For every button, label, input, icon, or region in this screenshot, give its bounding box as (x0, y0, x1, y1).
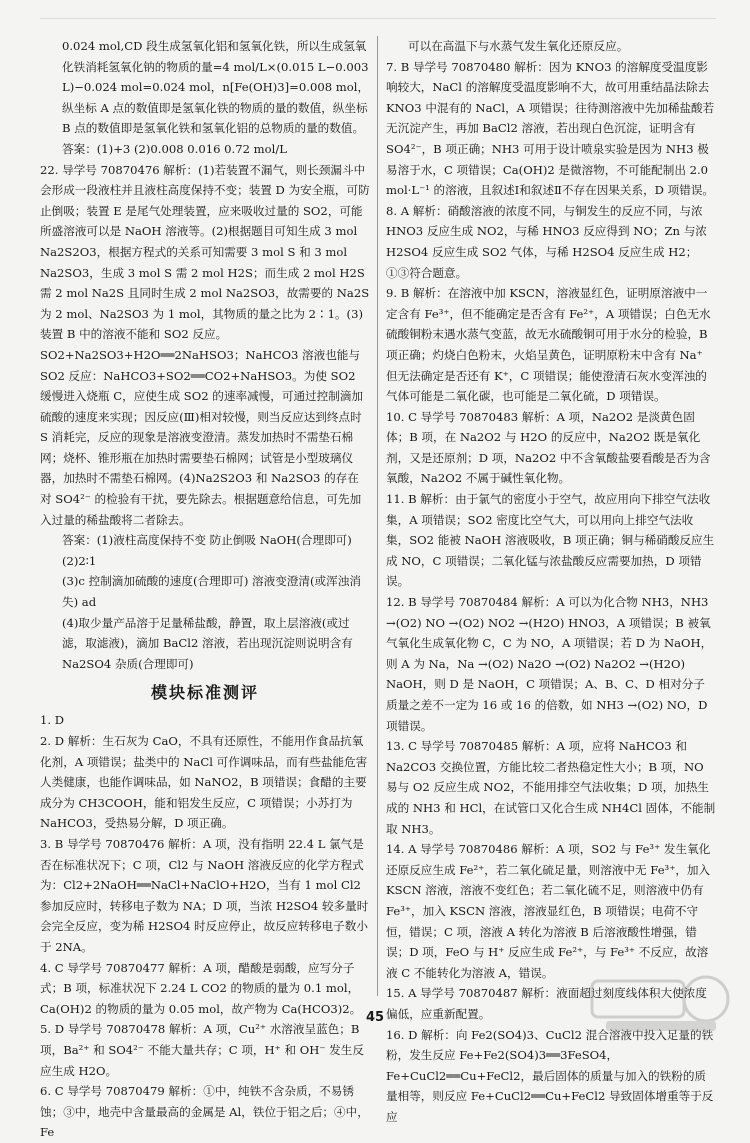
watermark-logo (586, 971, 736, 1035)
paragraph: 16. D 解析：向 Fe2(SO4)3、CuCl2 混合溶液中投入足量的铁粉，发生反应 Fe+Fe2(SO4)3══3FeSO4，Fe+CuCl2══Cu+FeCl2，最后固体的质量与加入的铁粉的质量相等，则反应 Fe+CuCl2══Cu+FeCl2 导致固体增重等于反应 (386, 1027, 714, 1124)
column-divider (377, 36, 378, 996)
paragraph: 4. C 导学号 70870477 解析：A 项，醋酸是弱酸，应写分子式；B 项，标准状况下 2.24 L CO2 的物质的量为 0.1 mol，Ca(OH)2 的物质的量为 0.05 mol，故产物为 Ca(HCO3)2。 (40, 960, 362, 1016)
paragraph: (3)c 控制滴加硫酸的速度(合理即可) 溶液变澄清(或浑浊消失) ad (62, 574, 361, 610)
section-title: 模块标准测评 (150, 683, 259, 703)
page-number: 45 (365, 1010, 385, 1025)
paragraph: 1. D (40, 713, 65, 728)
paragraph: 6. C 导学号 70870479 解析：①中，纯铁不含杂质，不易锈蚀；③中，地壳中含量最高的金属是 Al，铁位于铝之后；④中，Fe (40, 1084, 369, 1140)
paragraph: (4)取少量产品溶于足量稀盐酸，静置，取上层溶液(或过滤，取滤液)，滴加 BaCl2 溶液，若出现沉淀则说明含有 Na2SO4 杂质(合理即可) (62, 615, 353, 671)
paragraph: (2)2∶1 (62, 553, 97, 568)
watermark-logo-graphic (586, 971, 736, 1035)
paragraph: 15. A 导学号 70870487 解析：液面超过刻度线体积大使浓度偏低，应重新配置。 (386, 986, 707, 1021)
paragraph: 3. B 导学号 70870476 解析：A 项，没有指明 22.4 L 氯气是否在标准状况下；C 项，Cl2 与 NaOH 溶液反应的化学方程式为：Cl2+2NaOH══NaCl+NaClO+H2O，当有 1 mol Cl2 参加反应时，转移电子数为 NA；D 项，当浓 H2SO4 较多量时会完全反应，变为稀 H2SO4 时反应停止，故反应转移电子数小于 2NA。 (40, 836, 369, 954)
right-column (386, 36, 716, 1127)
top-rule (40, 18, 716, 19)
paragraph: 22. 导学号 70870476 解析：(1)若装置不漏气，则长颈漏斗中会形成一段液柱并且液柱高度保持不变；装置 D 为安全瓶，可防止倒吸；装置 E 是尾气处理装置，应来吸收过量的 SO2，可能所盛溶液可以是 NaOH 溶液等。(2)根据题目可知生成 3 mol Na2S2O3，根据方程式的关系可知需要 3 mol S 和 3 mol Na2SO3，生成 3 mol S 需 2 mol H2S；而生成 2 mol H2S 需 2 mol Na2S 且同时生成 2 mol Na2SO3，故需要的 Na2S 为 2 mol、Na2SO3 为 1 mol，其物质的量之比为 2∶1。(3)装置 B 中的溶液不能和 SO2 反应。SO2+Na2SO3+H2O══2NaHSO3；NaHCO3 溶液也能与 SO2 反应：NaHCO3+SO2══CO2+NaHSO3。为使 SO2 缓慢进入烧瓶 C，应使生成 SO2 的速率减慢，可通过控制滴加硫酸的速度来实现；因反应(Ⅲ)相对较慢，则当反应达到终点时 S 消耗完，反应的现象是溶液变澄清。蒸发加热时不需垫石棉网；烧杯、锥形瓶在加热时需要垫石棉网；试管是小型玻璃仪器，加热时不需垫石棉网。(4)Na2S2O3 和 Na2SO3 的存在对 SO4²⁻ 的检验有干扰，要先除去。根据题意给信息，可先加入过量的稀盐酸将二者除去。 (40, 162, 370, 527)
paragraph: 答案：(1)+3 (2)0.008 0.016 0.72 mol/L (62, 141, 287, 156)
paragraph: 9. B 解析：在溶液中加 KSCN，溶液显红色，证明原溶液中一定含有 Fe³⁺，但不能确定是否含有 Fe²⁺，A 项错误；白色无水硫酸铜粉末遇水蒸气变蓝，故无水硫酸铜可用于水分的检验，B 项正确；灼烧白色粉末，火焰呈黄色，证明原粉末中含有 Na⁺ 但无法确定是否还有 K⁺，C 项错误；能使澄清石灰水变浑浊的气体可能是二氧化碳，也可能是二氧化硫，D 项错误。 (386, 286, 711, 404)
paragraph: 0.024 mol,CD 段生成氢氧化铝和氢氧化铁，所以生成氢氧化铁消耗氢氧化钠的物质的量=4 mol/L×(0.015 L−0.003 L)−0.024 mol=0.024 mol，n[Fe(OH)3]=0.008 mol，纵坐标 A 点的数值即是氢氧化铁的物质的量的数值，纵坐标 B 点的数值即是氢氧化铁和氢氧化铝的总物质的量的数值。 (62, 39, 370, 136)
paragraph: 8. A 解析：硝酸溶液的浓度不同，与铜发生的反应不同，与浓 HNO3 反应生成 NO2，与稀 HNO3 反应得到 NO；Zn 与浓 H2SO4 反应生成 SO2 气体，与稀 H2SO4 反应生成 H2；①③符合题意。 (386, 203, 707, 280)
paragraph: 12. B 导学号 70870484 解析：A 可以为化合物 NH3，NH3 →(O2) NO →(O2) NO2 →(H2O) HNO3，A 项错误；B 被氧气氧化生成氧化物 C，C 为 NO，A 项错误；若 D 为 NaOH，则 A 为 Na，Na →(O2) Na2O →(O2) Na2O2 →(H2O) NaOH，则 D 是 NaOH，C 项错误；A、B、C、D 相对分子质量之差不一定为 16 或 16 的倍数，如 NH3 →(O2) NO，D 项错误。 (386, 595, 713, 733)
paragraph: 可以在高温下与水蒸气发生氧化还原反应。 (408, 39, 629, 53)
paragraph: 7. B 导学号 70870480 解析：因为 KNO3 的溶解度受温度影响较大，NaCl 的溶解度受温度影响不大，故可用重结晶法除去 KNO3 中混有的 NaCl，A 项错误；往待测溶液中先加稀盐酸若无沉淀产生，再加 BaCl2 溶液，若出现白色沉淀，证明含有 SO4²⁻，B 项正确；NH3 可用于设计喷泉实验是因为 NH3 极易溶于水，C 项错误；Ca(OH)2 是微溶物，不可能配制出 2.0 mol·L⁻¹ 的溶液，且叙述Ⅰ和叙述Ⅱ不存在因果关系，D 项错误。 (386, 59, 715, 198)
paragraph: 14. A 导学号 70870486 解析：A 项，SO2 与 Fe³⁺ 发生氧化还原反应生成 Fe²⁺，若二氧化硫足量，则溶液中无 Fe³⁺，加入 KSCN 溶液，溶液不变红色；若二氧化硫不足，则溶液中仍有 Fe³⁺，加入 KSCN 溶液，溶液显红色，B 项错误；电荷不守恒，错误；C 项，溶液 A 转化为溶液 B 后溶液酸性增强，错误；D 项，FeO 与 H⁺ 反应生成 Fe²⁺，与 Fe³⁺ 不反应，故溶液 C 不能转化为溶液 A，错误。 (386, 842, 711, 980)
paragraph: 5. D 导学号 70870478 解析：A 项，Cu²⁺ 水溶液呈蓝色；B 项，Ba²⁺ 和 SO4²⁻ 不能大量共存；C 项，H⁺ 和 OH⁻ 发生反应生成 H2O。 (40, 1022, 364, 1078)
paragraph: 11. B 解析：由于氯气的密度小于空气，故应用向下排空气法收集，A 项错误；SO2 密度比空气大，可以用向上排空气法收集，SO2 能被 NaOH 溶液吸收，B 项正确；铜与稀硝酸反应生成 NO，C 项错误；二氧化锰与浓盐酸反应需要加热，D 项错误。 (386, 492, 715, 589)
left-column (40, 36, 370, 1143)
paragraph: 13. C 导学号 70870485 解析：A 项，应将 NaHCO3 和 Na2CO3 交换位置，方能比较二者热稳定性大小；B 项，NO 易与 O2 反应生成 NO2，不能用排空气法收集；D 项，加热生成的 NH3 和 HCl，在试管口又化合生成 NH4Cl 固体，不能制取 NH3。 (386, 739, 716, 836)
paragraph: 答案：(1)液柱高度保持不变 防止倒吸 NaOH(合理即可) (62, 533, 352, 548)
paragraph: 2. D 解析：生石灰为 CaO，不具有还原性，不能用作食品抗氧化剂，A 项错误；盐类中的 NaCl 可作调味品，而有些盐能危害人类健康，也能作调味品，如 NaNO2，B 项错误；食醋的主要成分为 CH3COOH，能和铝发生反应，C 项错误；小苏打为 NaHCO3，受热易分解，D 项正确。 (40, 734, 368, 831)
paragraph: 10. C 导学号 70870483 解析：A 项，Na2O2 是淡黄色固体；B 项，在 Na2O2 与 H2O 的反应中，Na2O2 既是氧化剂，又是还原剂；D 项，Na2O2 中不含氧酸盐要看酸是否为含氧酸，Na2O2 不属于碱性氧化物。 (386, 409, 711, 486)
